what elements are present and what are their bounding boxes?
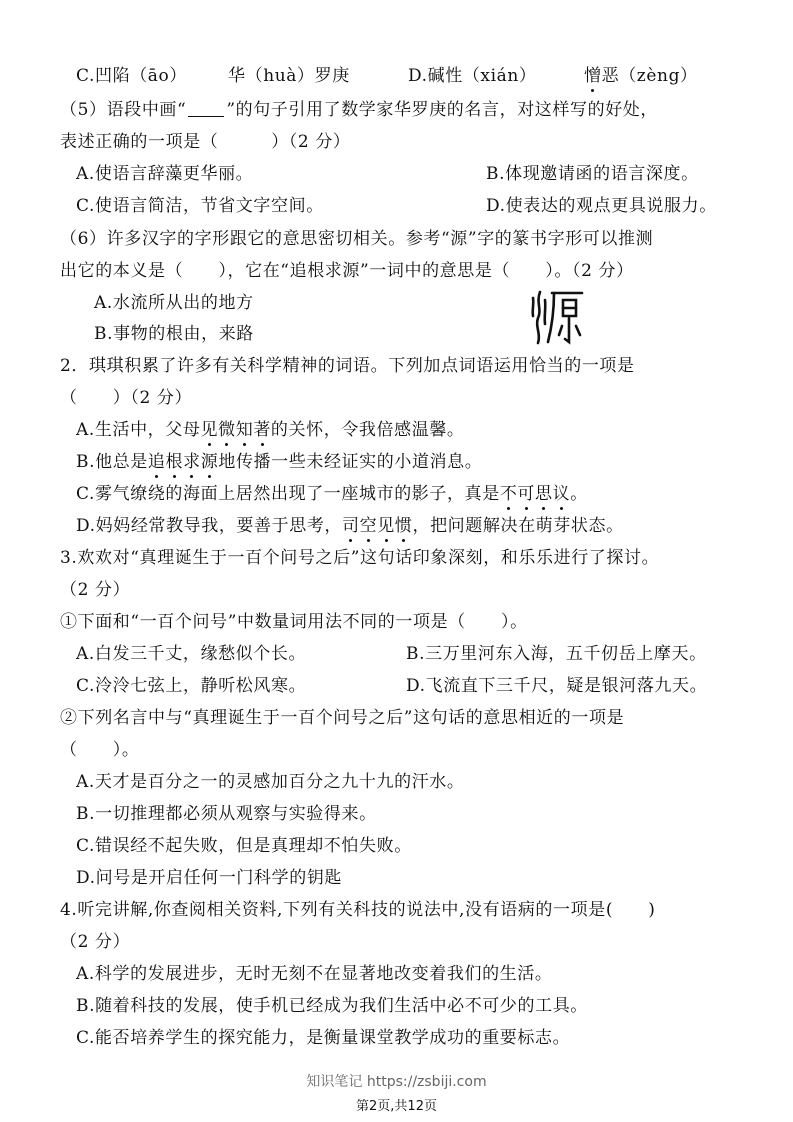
q2c-text-end: 。 xyxy=(570,484,588,504)
option-d-text: D.碱性（xián） xyxy=(408,66,537,86)
dotted-char: 司 xyxy=(342,516,360,536)
dotted-char: 微 xyxy=(218,420,236,440)
q2-option-c xyxy=(76,482,588,506)
dotted-char: 根 xyxy=(165,452,184,472)
dotted-char: 憎 xyxy=(584,66,602,86)
dotted-char: 不 xyxy=(499,484,518,504)
option-d-word-zeng xyxy=(584,64,698,88)
dotted-char: 求 xyxy=(183,452,201,472)
question-5-line-2: 表述正确的一项是（ ）（2 分） xyxy=(60,132,351,152)
question-4-line-2: （2 分） xyxy=(60,932,131,952)
q2b-text-end: 地传播一些未经证实的小道消息。 xyxy=(218,452,483,472)
q5-option-d: D.使表达的观点更具说服力。 xyxy=(486,196,717,216)
watermark: 知识笔记 https://zsbiji.com xyxy=(306,1074,487,1090)
dotted-char: 惯 xyxy=(394,516,413,536)
question-2-line-1: 2．琪琪积累了许多有关科学精神的词语。下列加点词语运用恰当的一项是 xyxy=(60,356,635,376)
q2a-text: A.生活中，父母 xyxy=(76,420,201,440)
option-c-text: C.凹陷（āo） xyxy=(76,66,187,86)
q3-sub-1-stem: ①下面和“一百个问号”中数量词用法不同的一项是（ ）。 xyxy=(60,612,528,632)
q2b-text: B.他总是 xyxy=(76,452,148,472)
q2d-text-end: ，把问题解决在萌芽状态。 xyxy=(412,516,624,536)
q2d-text: D.妈妈经常教导我，要善于思考， xyxy=(76,516,343,536)
q3-1-option-b: B.三万里河东入海，五千仞岳上摩天。 xyxy=(406,644,707,664)
question-4-line-1: 4.听完讲解,你查阅相关资料,下列有关科技的说法中,没有语病的一项是( ) xyxy=(60,900,656,920)
q3-sub-2-stem: ②下列名言中与“真理诞生于一百个问号之后”这句话的意思相近的一项是 xyxy=(60,708,625,728)
q5-option-c: C.使语言简洁，节省文字空间。 xyxy=(76,196,324,216)
q5-text-b: ”的句子引用了数学家华罗庚的名言，对这样写的好处， xyxy=(226,100,659,120)
q3-1-option-a: A.白发三千丈，缘愁似个长。 xyxy=(76,644,307,664)
question-3-line-2: （2 分） xyxy=(60,580,131,600)
dotted-char: 见 xyxy=(200,420,219,440)
option-c-word-hua: 华（huà）罗庚 xyxy=(228,66,350,86)
dotted-char: 著 xyxy=(253,420,271,440)
dotted-char: 思 xyxy=(535,484,553,504)
q3-sub-2-stem-2: （ ）。 xyxy=(60,740,140,760)
question-6-line-2: 出它的本义是（ ），它在“追根求源”一词中的意思是（ ）。（2 分） xyxy=(60,261,634,281)
dotted-char: 知 xyxy=(235,420,254,440)
q2c-text: C.雾气缭绕的海面上居然出现了一座城市的影子，真是 xyxy=(76,484,500,504)
q3-2-option-c: C.错误经不起失败，但是真理却不怕失败。 xyxy=(76,836,412,856)
q6-option-a: A.水流所从出的地方 xyxy=(94,293,254,313)
dotted-char: 源 xyxy=(200,452,219,472)
q3-2-option-d: D.问号是开启任何一门科学的钥匙 xyxy=(76,868,343,888)
q3-1-option-c: C.泠泠七弦上，静听松风寒。 xyxy=(76,676,307,696)
q5-text-a: （5）语段中画“ xyxy=(60,100,187,120)
q3-1-option-d: D.飞流直下三千尺，疑是银河落九天。 xyxy=(406,676,708,696)
q4-option-a: A.科学的发展进步，无时无刻不在显著地改变着我们的生活。 xyxy=(76,964,553,984)
dotted-char: 见 xyxy=(377,516,395,536)
q2-option-d xyxy=(76,514,624,538)
seal-script-yuan-image xyxy=(530,288,586,346)
q4-option-c: C.能否培养学生的探究能力，是衡量课堂教学成功的重要标志。 xyxy=(76,1028,571,1048)
q5-option-a: A.使语言辞藻更华丽。 xyxy=(76,164,254,184)
question-5-line-1 xyxy=(60,98,658,122)
page-number: 第2页,共12页 xyxy=(356,1099,437,1114)
q5-option-b: B.体现邀请函的语言深度。 xyxy=(486,164,699,184)
underline-blank xyxy=(188,98,224,117)
q3-2-option-b: B.一切推理都必须从观察与实验得来。 xyxy=(76,804,377,824)
q3-2-option-a: A.天才是百分之一的灵感加百分之九十九的汗水。 xyxy=(76,772,465,792)
dotted-char: 议 xyxy=(552,484,571,504)
dotted-char: 可 xyxy=(517,484,536,504)
dotted-char: 空 xyxy=(359,516,378,536)
q2-option-a xyxy=(76,418,465,442)
dotted-char: 追 xyxy=(147,452,166,472)
q2-option-b xyxy=(76,450,482,474)
question-2-line-2: （ ）（2 分） xyxy=(60,388,193,408)
question-3-line-1: 3.欢欢对“真理诞生于一百个问号之后”这句话印象深刻，和乐乐进行了探讨。 xyxy=(60,548,660,568)
option-d-word-zeng-rest: 恶（zèng） xyxy=(601,66,698,86)
q2a-text-end: 的关怀，令我倍感温馨。 xyxy=(270,420,465,440)
q4-option-b: B.随着科技的发展，使手机已经成为我们生活中必不可少的工具。 xyxy=(76,996,588,1016)
q6-option-b: B.事物的根由，来路 xyxy=(94,324,254,344)
question-6-line-1: （6）许多汉字的字形跟它的意思密切相关。参考“源”字的篆书字形可以推测 xyxy=(60,229,654,249)
